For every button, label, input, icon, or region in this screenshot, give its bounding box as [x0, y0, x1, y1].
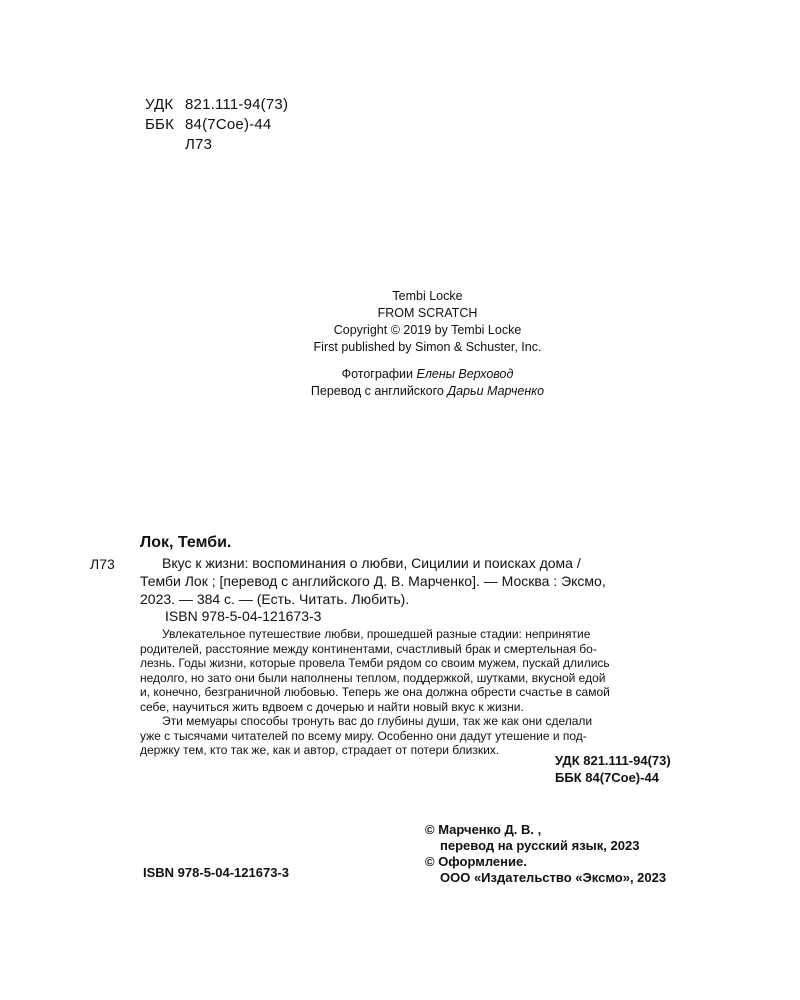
udk-label: УДК	[145, 96, 174, 113]
copyright-line: перевод на русский язык, 2023	[440, 838, 640, 853]
bib-line: 2023. — 384 с. — (Есть. Читать. Любить).	[140, 591, 410, 607]
photo-credit: Фотографии Елены Верховод	[341, 367, 514, 381]
isbn: ISBN 978-5-04-121673-3	[165, 608, 322, 624]
abstract-line: себе, научиться жить вдвоем с дочерью и найти новый вкус к жизни.	[140, 699, 524, 714]
abstract-line: Увлекательное путешествие любви, прошедшей разные стадии: непринятие	[162, 627, 591, 641]
bbk-bottom: ББК 84(7Сое)-44	[555, 770, 659, 785]
classification-bottom	[555, 752, 671, 786]
copyright-line: © Оформление.	[425, 854, 527, 869]
abstract-line: Эти мемуары способы тронуть вас до глубины души, так же как они сделали	[162, 714, 593, 728]
original-copyright: Copyright © 2019 by Tembi Locke	[333, 323, 522, 337]
original-publisher: First published by Simon & Schuster, Inc.	[313, 340, 542, 354]
classification-block	[145, 95, 288, 155]
copyright-block	[425, 822, 666, 886]
udk-value: 821.111-94(73)	[185, 96, 289, 113]
bib-author-sign: Л73	[90, 556, 115, 572]
abstract-line: лезнь. Годы жизни, которые провела Темби рядом со своим мужем, пускай длились	[140, 656, 610, 670]
author-heading: Лок, Темби.	[140, 534, 232, 551]
original-edition-block	[0, 288, 800, 400]
bbk-label: ББК	[145, 116, 175, 133]
udk-bottom: УДК 821.111-94(73)	[555, 753, 671, 768]
bbk-row	[145, 115, 288, 135]
abstract-line: и, конечно, безграничной любовью. Теперь же она должна обрести счастье в самой	[140, 685, 610, 699]
abstract-paragraph	[140, 714, 725, 758]
bbk-value: 84(7Сое)-44	[185, 116, 272, 133]
bib-line: Темби Лок ; [перевод с английского Д. В. Марченко]. — Москва : Эксмо,	[140, 573, 606, 589]
photographer-name: Елены Верховод	[416, 367, 514, 381]
abstract-line: уже с тысячами читателей по всему миру. Особенно они дадут утешение и под-	[140, 728, 587, 743]
bib-line: Вкус к жизни: воспоминания о любви, Сицилии и поисках дома /	[162, 555, 581, 571]
udk-row	[145, 95, 288, 115]
abstract	[140, 627, 725, 758]
bibliographic-description	[140, 554, 720, 608]
original-title: FROM SCRATCH	[377, 306, 478, 320]
translator-name: Дарьи Марченко	[447, 384, 545, 398]
abstract-line: держку тем, кто так же, как и автор, страдает от потери близких.	[140, 743, 500, 757]
abstract-line: недолго, но зато они были наполнены теплом, поддержкой, шутками, вкусной едой	[140, 670, 606, 685]
original-author: Tembi Locke	[392, 289, 463, 303]
isbn-bottom: ISBN 978-5-04-121673-3	[143, 865, 289, 880]
copyright-line: © Марченко Д. В. ,	[425, 822, 542, 837]
author-sign: Л73	[185, 136, 213, 153]
copyright-line: ООО «Издательство «Эксмо», 2023	[440, 870, 667, 885]
abstract-paragraph	[140, 627, 725, 714]
translation-credit: Перевод с английского Дарьи Марченко	[310, 384, 545, 398]
abstract-line: родителей, расстояние между континентами, счастливый брак и смертельная бо-	[140, 641, 597, 656]
